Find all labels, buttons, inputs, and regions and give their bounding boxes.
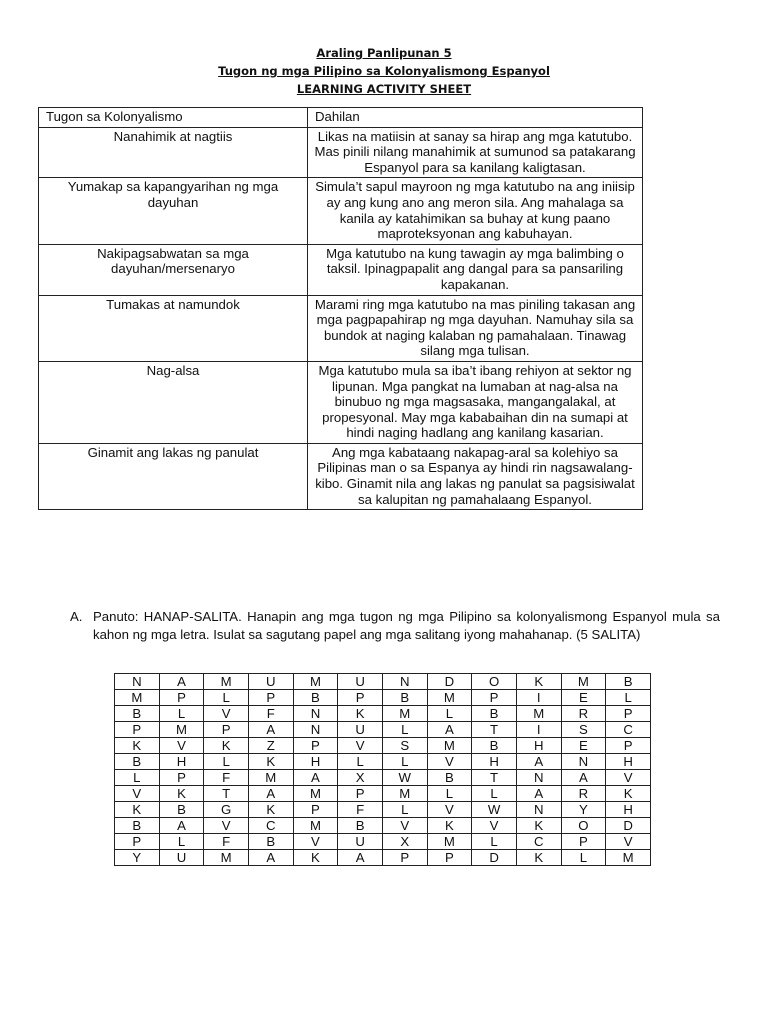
grid-cell: K bbox=[293, 850, 338, 866]
word-search-grid bbox=[114, 673, 651, 866]
grid-cell: B bbox=[338, 818, 383, 834]
grid-cell: Z bbox=[248, 738, 293, 754]
grid-cell: V bbox=[472, 818, 517, 834]
grid-cell: T bbox=[472, 770, 517, 786]
grid-cell: K bbox=[248, 802, 293, 818]
grid-cell: P bbox=[561, 834, 606, 850]
grid-cell: H bbox=[472, 754, 517, 770]
grid-cell: T bbox=[472, 722, 517, 738]
grid-cell: C bbox=[606, 722, 651, 738]
instructions bbox=[70, 608, 720, 643]
grid-cell: D bbox=[427, 674, 472, 690]
grid-cell: P bbox=[472, 690, 517, 706]
header-dahilan: Dahilan bbox=[308, 108, 643, 128]
grid-row bbox=[115, 834, 651, 850]
grid-cell: V bbox=[204, 706, 249, 722]
grid-cell: P bbox=[606, 738, 651, 754]
grid-cell: N bbox=[516, 770, 561, 786]
grid-cell: A bbox=[427, 722, 472, 738]
dahilan-cell: Ang mga kabataang nakapag-aral sa kolehiyo sa Pilipinas man o sa Espanya ay hindi rin nagsawalang-kibo. Ginamit nila ang lakas ng panulat sa pagsisiwalat sa kalupitan ng pamahalaang Espanyol. bbox=[308, 443, 643, 509]
grid-cell: K bbox=[427, 818, 472, 834]
grid-row bbox=[115, 706, 651, 722]
grid-cell: B bbox=[248, 834, 293, 850]
grid-cell: L bbox=[427, 706, 472, 722]
grid-cell: U bbox=[338, 674, 383, 690]
grid-cell: P bbox=[427, 850, 472, 866]
topic-title: Tugon ng mga Pilipino sa Kolonyalismong Espanyol bbox=[218, 64, 550, 78]
grid-cell: V bbox=[606, 770, 651, 786]
grid-cell: P bbox=[115, 722, 160, 738]
grid-cell: L bbox=[606, 690, 651, 706]
grid-cell: V bbox=[293, 834, 338, 850]
grid-row bbox=[115, 786, 651, 802]
grid-cell: B bbox=[427, 770, 472, 786]
grid-cell: X bbox=[338, 770, 383, 786]
dahilan-cell: Mga katutubo na kung tawagin ay mga balimbing o taksil. Ipinagpapalit ang dangal para sa pansariling kapakanan. bbox=[308, 244, 643, 295]
grid-cell: D bbox=[472, 850, 517, 866]
grid-cell: F bbox=[204, 834, 249, 850]
grid-cell: V bbox=[204, 818, 249, 834]
grid-cell: S bbox=[561, 722, 606, 738]
dahilan-cell: Mga katutubo mula sa iba’t ibang rehiyon at sektor ng lipunan. Mga pangkat na lumaban at nag-alsa na binubuo ng mga magsasaka, mangangalakal, at propesyonal. May mga kababaihan din na sumapi at hindi naging hadlang ang kanilang kasarian. bbox=[308, 361, 643, 443]
grid-cell: H bbox=[293, 754, 338, 770]
grid-cell: B bbox=[472, 706, 517, 722]
grid-cell: L bbox=[115, 770, 160, 786]
grid-cell: U bbox=[248, 674, 293, 690]
grid-cell: L bbox=[159, 706, 204, 722]
grid-cell: F bbox=[338, 802, 383, 818]
grid-row bbox=[115, 690, 651, 706]
document-header bbox=[0, 44, 768, 98]
grid-cell: L bbox=[472, 786, 517, 802]
grid-cell: E bbox=[561, 690, 606, 706]
grid-cell: V bbox=[382, 818, 427, 834]
sheet-title: LEARNING ACTIVITY SHEET bbox=[296, 82, 472, 96]
grid-cell: P bbox=[293, 802, 338, 818]
dahilan-cell: Likas na matiisin at sanay sa hirap ang mga katutubo. Mas pinili nilang manahimik at sumunod sa patakarang Espanyol para sa kanilang kaligtasan. bbox=[308, 127, 643, 178]
grid-cell: O bbox=[561, 818, 606, 834]
grid-cell: C bbox=[248, 818, 293, 834]
grid-cell: T bbox=[204, 786, 249, 802]
grid-cell: P bbox=[338, 786, 383, 802]
grid-cell: K bbox=[516, 850, 561, 866]
grid-cell: B bbox=[472, 738, 517, 754]
tugon-cell: Nakipagsabwatan sa mga dayuhan/mersenaryo bbox=[39, 244, 308, 295]
tugon-cell: Yumakap sa kapangyarihan ng mga dayuhan bbox=[39, 178, 308, 244]
grid-cell: M bbox=[293, 674, 338, 690]
grid-cell: W bbox=[382, 770, 427, 786]
grid-cell: P bbox=[159, 690, 204, 706]
grid-row bbox=[115, 722, 651, 738]
grid-cell: L bbox=[159, 834, 204, 850]
grid-cell: V bbox=[427, 802, 472, 818]
grid-cell: V bbox=[606, 834, 651, 850]
grid-cell: P bbox=[115, 834, 160, 850]
grid-cell: A bbox=[293, 770, 338, 786]
grid-cell: X bbox=[382, 834, 427, 850]
grid-cell: N bbox=[293, 722, 338, 738]
tugon-cell: Ginamit ang lakas ng panulat bbox=[39, 443, 308, 509]
grid-cell: A bbox=[248, 722, 293, 738]
table-row bbox=[39, 361, 643, 443]
grid-cell: A bbox=[338, 850, 383, 866]
grid-cell: P bbox=[338, 690, 383, 706]
grid-cell: M bbox=[204, 850, 249, 866]
tugon-cell: Tumakas at namundok bbox=[39, 295, 308, 361]
grid-cell: D bbox=[606, 818, 651, 834]
grid-cell: K bbox=[248, 754, 293, 770]
grid-cell: N bbox=[382, 674, 427, 690]
grid-cell: K bbox=[159, 786, 204, 802]
grid-cell: M bbox=[561, 674, 606, 690]
grid-cell: K bbox=[606, 786, 651, 802]
grid-cell: V bbox=[427, 754, 472, 770]
grid-cell: P bbox=[293, 738, 338, 754]
grid-cell: P bbox=[382, 850, 427, 866]
grid-cell: B bbox=[115, 818, 160, 834]
grid-cell: F bbox=[204, 770, 249, 786]
grid-cell: P bbox=[606, 706, 651, 722]
grid-cell: G bbox=[204, 802, 249, 818]
dahilan-cell: Marami ring mga katutubo na mas piniling takasan ang mga pagpapahirap ng mga dayuhan. Namuhay sila sa bundok at naging kalaban ng pamahalaan. Tinawag silang mga tulisan. bbox=[308, 295, 643, 361]
grid-cell: L bbox=[561, 850, 606, 866]
table-row bbox=[39, 443, 643, 509]
grid-cell: F bbox=[248, 706, 293, 722]
dahilan-cell: Simula’t sapul mayroon ng mga katutubo na ang iniisip ay ang kung ano ang meron sila. Ang mahalaga sa kanila ay katahimikan sa buhay at kung paano maproteksyonan ang kabuhayan. bbox=[308, 178, 643, 244]
grid-row bbox=[115, 754, 651, 770]
grid-row bbox=[115, 770, 651, 786]
grid-cell: B bbox=[382, 690, 427, 706]
grid-cell: M bbox=[159, 722, 204, 738]
grid-cell: Y bbox=[115, 850, 160, 866]
grid-cell: V bbox=[159, 738, 204, 754]
grid-cell: O bbox=[472, 674, 517, 690]
grid-cell: M bbox=[427, 690, 472, 706]
grid-cell: H bbox=[606, 754, 651, 770]
grid-cell: M bbox=[382, 786, 427, 802]
table-header-row bbox=[39, 108, 643, 128]
grid-cell: I bbox=[516, 722, 561, 738]
grid-cell: A bbox=[248, 786, 293, 802]
grid-cell: M bbox=[382, 706, 427, 722]
grid-cell: M bbox=[427, 834, 472, 850]
grid-row bbox=[115, 818, 651, 834]
grid-cell: P bbox=[159, 770, 204, 786]
grid-cell: P bbox=[204, 722, 249, 738]
instruction-letter: A. bbox=[70, 609, 83, 624]
grid-row bbox=[115, 802, 651, 818]
grid-cell: R bbox=[561, 786, 606, 802]
table-row bbox=[39, 178, 643, 244]
grid-cell: U bbox=[159, 850, 204, 866]
grid-cell: L bbox=[427, 786, 472, 802]
grid-cell: A bbox=[516, 754, 561, 770]
grid-cell: K bbox=[115, 802, 160, 818]
grid-cell: B bbox=[115, 706, 160, 722]
grid-cell: L bbox=[382, 802, 427, 818]
grid-cell: B bbox=[293, 690, 338, 706]
grid-cell: A bbox=[516, 786, 561, 802]
grid-cell: P bbox=[248, 690, 293, 706]
tugon-cell: Nag-alsa bbox=[39, 361, 308, 443]
grid-cell: U bbox=[338, 722, 383, 738]
grid-cell: U bbox=[338, 834, 383, 850]
grid-cell: Y bbox=[561, 802, 606, 818]
grid-cell: M bbox=[293, 818, 338, 834]
header-tugon: Tugon sa Kolonyalismo bbox=[39, 108, 308, 128]
grid-cell: B bbox=[115, 754, 160, 770]
grid-cell: N bbox=[516, 802, 561, 818]
grid-cell: E bbox=[561, 738, 606, 754]
subject-title: Araling Panlipunan 5 bbox=[316, 46, 452, 60]
grid-row bbox=[115, 738, 651, 754]
tugon-cell: Nanahimik at nagtiis bbox=[39, 127, 308, 178]
grid-cell: L bbox=[338, 754, 383, 770]
grid-cell: R bbox=[561, 706, 606, 722]
grid-cell: M bbox=[516, 706, 561, 722]
grid-cell: L bbox=[204, 690, 249, 706]
grid-cell: M bbox=[606, 850, 651, 866]
grid-cell: A bbox=[248, 850, 293, 866]
grid-cell: N bbox=[561, 754, 606, 770]
grid-cell: M bbox=[248, 770, 293, 786]
grid-cell: C bbox=[516, 834, 561, 850]
grid-cell: N bbox=[293, 706, 338, 722]
grid-cell: I bbox=[516, 690, 561, 706]
tugon-dahilan-table bbox=[38, 107, 643, 510]
grid-cell: L bbox=[204, 754, 249, 770]
grid-cell: M bbox=[427, 738, 472, 754]
grid-row bbox=[115, 850, 651, 866]
table-row bbox=[39, 244, 643, 295]
grid-cell: K bbox=[115, 738, 160, 754]
grid-cell: K bbox=[204, 738, 249, 754]
grid-row bbox=[115, 674, 651, 690]
grid-cell: K bbox=[516, 674, 561, 690]
grid-cell: B bbox=[159, 802, 204, 818]
grid-cell: A bbox=[159, 818, 204, 834]
grid-cell: S bbox=[382, 738, 427, 754]
grid-cell: A bbox=[159, 674, 204, 690]
grid-cell: L bbox=[382, 754, 427, 770]
grid-cell: V bbox=[115, 786, 160, 802]
grid-cell: N bbox=[115, 674, 160, 690]
grid-cell: M bbox=[204, 674, 249, 690]
grid-cell: L bbox=[472, 834, 517, 850]
grid-cell: L bbox=[382, 722, 427, 738]
table-row bbox=[39, 127, 643, 178]
grid-cell: H bbox=[516, 738, 561, 754]
grid-cell: H bbox=[159, 754, 204, 770]
grid-cell: A bbox=[561, 770, 606, 786]
grid-cell: M bbox=[293, 786, 338, 802]
table-row bbox=[39, 295, 643, 361]
instruction-text: Panuto: HANAP-SALITA. Hanapin ang mga tugon ng mga Pilipino sa kolonyalismong Espanyol mula sa kahon ng mga letra. Isulat sa sagutang papel ang mga salitang iyong mahahanap. (5 SALITA) bbox=[93, 609, 720, 642]
grid-cell: H bbox=[606, 802, 651, 818]
grid-cell: K bbox=[338, 706, 383, 722]
grid-cell: W bbox=[472, 802, 517, 818]
grid-cell: V bbox=[338, 738, 383, 754]
grid-cell: K bbox=[516, 818, 561, 834]
grid-cell: B bbox=[606, 674, 651, 690]
grid-cell: M bbox=[115, 690, 160, 706]
